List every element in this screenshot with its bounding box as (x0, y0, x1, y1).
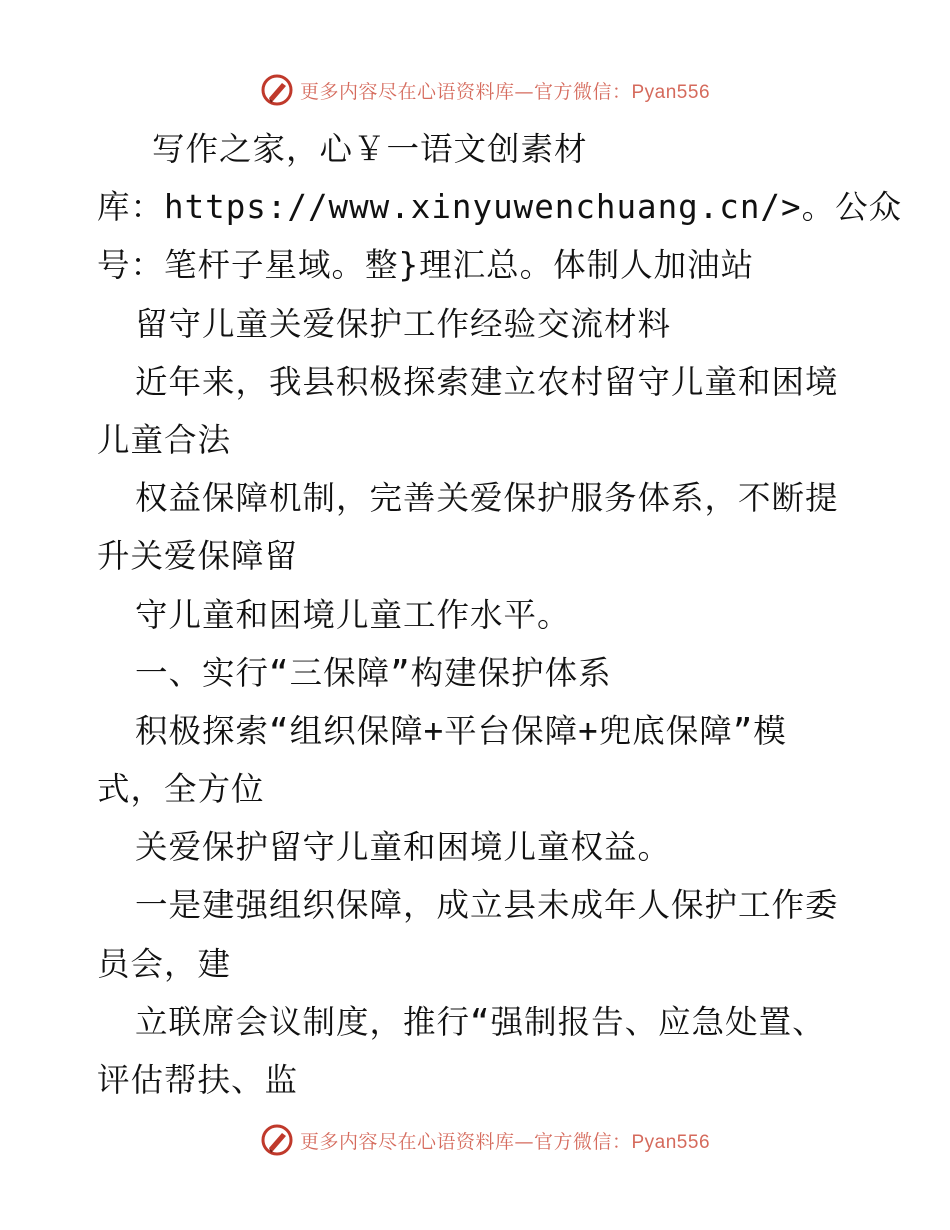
banner-text: 更多内容尽在心语资料库—官方微信：Pyan556 (299, 1130, 711, 1153)
text-line: 库：https://www.xinyuwenchuang.cn/>。公众 (97, 188, 903, 227)
text-line: 评估帮扶、监 (97, 1061, 299, 1099)
header-watermark-banner (0, 70, 950, 110)
wechat-id: Pyan556 (631, 1131, 711, 1153)
text-line: 积极探索“组织保障+平台保障+兜底保障”模 (135, 711, 787, 750)
text-line: 一是建强组织保障，成立县未成年人保护工作委 (135, 886, 839, 925)
text-line: 近年来，我县积极探索建立农村留守儿童和困境 (135, 362, 839, 401)
text-line: 儿童合法 (97, 420, 232, 459)
banner-inner (260, 1123, 710, 1157)
text-line: 号：笔杆子星域。整}理汇总。体制人加油站 (97, 246, 755, 285)
text-line: 立联席会议制度，推行“强制报告、应急处置、 (135, 1002, 826, 1041)
banner-inner (260, 73, 710, 107)
footer-watermark-banner (0, 1120, 950, 1160)
text-line: 式，全方位 (97, 770, 265, 809)
document-body (97, 120, 903, 1109)
pen-circle-logo-icon (260, 73, 294, 107)
section-heading: 一、实行“三保障”构建保护体系 (135, 653, 612, 692)
text-line: 员会，建 (97, 944, 232, 983)
pen-circle-logo-icon (260, 1123, 294, 1157)
text-line: 写作之家，心￥一语文创素材 (152, 130, 588, 168)
text-line: 权益保障机制，完善关爱保护服务体系，不断提 (135, 479, 839, 518)
wechat-id: Pyan556 (631, 81, 711, 103)
text-line: 关爱保护留守儿童和困境儿童权益。 (135, 828, 672, 867)
text-line: 守儿童和困境儿童工作水平。 (135, 595, 571, 634)
text-line: 升关爱保障留 (97, 537, 299, 576)
banner-text: 更多内容尽在心语资料库—官方微信：Pyan556 (299, 80, 711, 103)
document-title: 留守儿童关爱保护工作经验交流材料 (135, 304, 672, 343)
